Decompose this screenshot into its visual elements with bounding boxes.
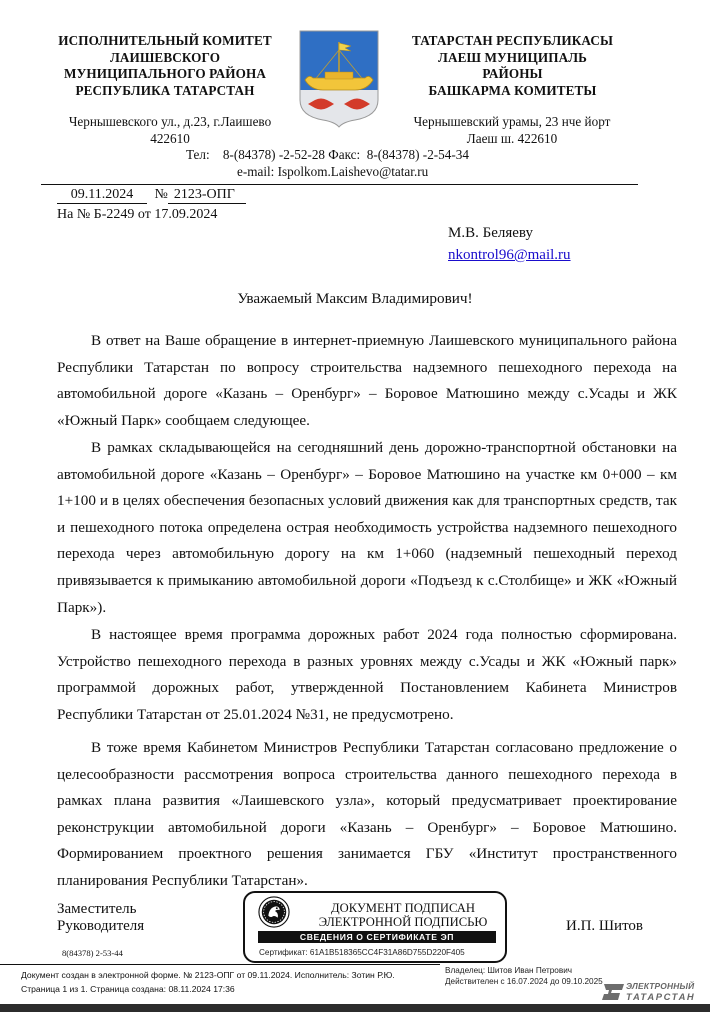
position-line: Заместитель [57,901,137,917]
reply-reference: На № Б-2249 от 17.09.2024 [57,207,218,222]
recipient-name: М.В. Беляеву [448,225,533,241]
salutation: Уважаемый Максим Владимирович! [237,290,473,307]
coat-of-arms-icon [299,30,379,128]
address-line: Чернышевского ул., д.23, г.Лаишево [68,114,272,129]
org-name-line: ЛАЕШ МУНИЦИПАЛЬ [438,49,587,65]
org-name-line: РАЙОНЫ [482,66,543,81]
org-name-line: МУНИЦИПАЛЬНОГО РАЙОНА [64,66,266,81]
executor-phone: 8(84378) 2-53-44 [62,948,123,958]
logo-text-line: ТАТАРСТАН [626,991,696,1002]
tatarstan-emblem-icon [258,896,290,928]
certificate-validity: Действителен с 16.07.2024 до 09.10.2025 [445,977,603,986]
signatory-name: И.П. Шитов [566,918,644,934]
org-name-line: ИСПОЛНИТЕЛЬНЫЙ КОМИТЕТ [58,33,272,48]
body-paragraph: В рамках складывающейся на сегодняшний день дорожно-транспортной обстановки на автомобильной дороге «Казань – Оренбург» – Боровое Матюшино на участке км 0+000 – км 1+100 и в целях обеспечения безопасных условий движения как для транспортных средств, так и пешеходного потока определена острая необходимость устройства надземного пешеходного перехода через автомобильную дорогу на км 1+060 (надземный пешеходный переход привязывается к примыканию автомобильной дороги «Подъезд к с.Столбище» и ЖК «Южный Парк»). [57,439,677,616]
org-email-line: e-mail: Ispolkom.Laishevo@tatar.ru [237,164,429,179]
outgoing-date: 09.11.2024 [57,186,147,204]
org-name-russian [40,33,290,99]
address-line: 422610 [150,130,190,146]
address-line: Лаеш ш. 422610 [466,130,558,146]
body-paragraph: В настоящее время программа дорожных работ 2024 года полностью сформирована. Устройство пешеходного перехода в разных уровнях между с.Усады и ЖК «Южный парк» программой дорожных работ, утвержденной Постановлением Кабинета Министров Республики Татарстан от 25.01.2024 №31, не предусмотрено. [57,626,677,723]
org-name-line: ТАТАРСТАН РЕСПУБЛИКАСЫ [411,33,613,48]
electronic-tatarstan-logo [600,981,696,1003]
org-name-line: БАШКАРМА КОМИТЕТЫ [428,82,597,98]
e-signature-stamp [243,891,507,963]
certificate-owner: Владелец: Шитов Иван Петрович [445,966,573,975]
stamp-title [305,901,501,929]
footer-document-info: Документ создан в электронной форме. № 2123-ОПГ от 09.11.2024. Исполнитель: Зотин Р.Ю. [21,970,395,980]
recipient-email-link[interactable]: nkontrol96@mail.ru [448,247,571,263]
org-name-line: ЛАИШЕВСКОГО [109,49,221,65]
registration-line [57,186,246,204]
stamp-title-line: ДОКУМЕНТ ПОДПИСАН [331,901,475,915]
number-sign: № [154,187,168,202]
body-paragraph: В ответ на Ваше обращение в интернет-приемную Лаишевского муниципального района Республики Татарстан по вопросу строительства надземного пешеходного перехода на автомобильной дороге «Казань – Оренбург» – Боровое Матюшино между с.Усады и ЖК «Южный Парк» сообщаем следующее. [57,332,677,429]
signatory-position [57,901,144,935]
bottom-dark-bar [0,1004,710,1012]
address-tatar [388,114,636,147]
org-name-tatar [390,33,635,99]
org-name-line: РЕСПУБЛИКА ТАТАРСТАН [75,82,255,98]
position-line: Руководителя [57,918,145,934]
certificate-info-bar: СВЕДЕНИЯ О СЕРТИФИКАТЕ ЭП [258,931,496,943]
certificate-serial: Сертификат: 61A1B518365CC4F31A86D755D220F405 [259,948,465,957]
footer-page-info: Страница 1 из 1. Страница создана: 08.11.2024 17:36 [21,984,235,994]
logo-text-line: ЭЛЕКТРОННЫЙ [626,981,695,991]
address-russian [45,114,295,147]
header-divider [41,184,638,185]
outgoing-number: 2123-ОПГ [168,186,246,204]
stamp-title-line: ЭЛЕКТРОННОЙ ПОДПИСЬЮ [318,915,488,929]
electronic-tatarstan-logo-icon [600,982,626,1002]
phone-fax-line: Тел: 8-(84378) -2-52-28 Факс: 8-(84378) -2-54-34 [186,147,469,162]
footer-divider [0,964,440,965]
address-line: Чернышевский урамы, 23 нче йорт [413,114,611,129]
body-paragraph: В тоже время Кабинетом Министров Республики Татарстан согласовано предложение о целесообразности рассмотрения вопроса строительства данного пешеходного перехода в рамках плана развития «Лаишевского узла», который предусматривает проектирование реконструкции автомобильной дороги «Казань – Оренбург» – Боровое Матюшино. Формированием проектного решения занимается ГБУ «Институт пространственного планирования Республики Татарстан». [57,739,677,889]
